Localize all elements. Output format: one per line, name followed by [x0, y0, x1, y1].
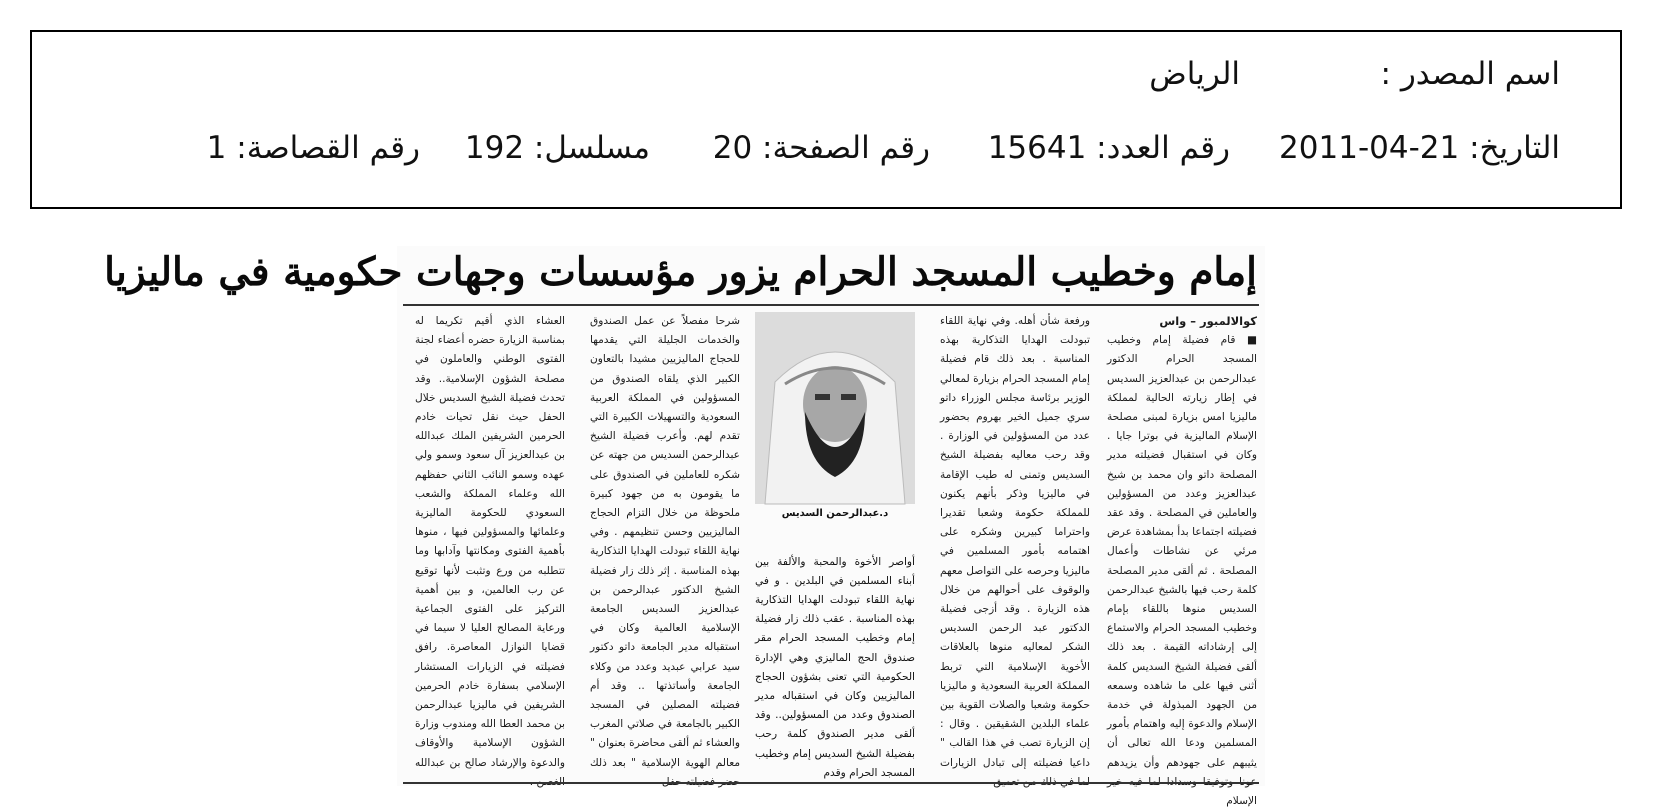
newspaper-article — [104, 246, 1265, 808]
author-photo — [755, 312, 915, 504]
article-column-4 — [590, 312, 740, 776]
photo-caption: د.عبدالرحمن السديس — [781, 508, 889, 519]
article-column-2 — [940, 312, 1090, 776]
article-column-5 — [415, 312, 565, 776]
article-column-3 — [755, 542, 915, 779]
column-text: العشاء الذي أقيم تكريما له بمناسبة الزيارة حضره أعضاء لجنة الفتوى الوطني والعاملون في مصلحة الشؤون الإسلامية.. وقد تحدث فضيلة الشيخ السديس خلال الحفل حيث نقل تحيات خادم الحرمين الشريفين الملك عبدالله بن عبدالعزيز آل سعود وسمو ولي عهده وسمو النائب الثاني حفظهم الله وعلماء المملكة والشعب السعودي للحكومة الماليزية وعلمائها والمسؤولين فيها ، منوها بأهمية الفتوى ومكانتها وآدابها وما تتطلبه من ورع وتثبت لأنها توقيع عن رب العالمين، و بين أهمية التركيز على الفتوى الجماعية ورعاية المصالح العليا لا سيما في قضايا النوازل المعاصرة. رافق فضيلته في الزيارات المستشار الإسلامي بسفارة خادم الحرمين الشريفين في ماليزيا عبدالرحمن بن محمد العطا الله ومندوب وزارة الشؤون الإسلامية والأوقاف والدعوة والإرشاد صالح بن عبدالله — [415, 315, 565, 769]
column-text: أواصر الأخوة والمحبة والألفة بين أبناء المسلمين في البلدين . و في نهاية اللقاء تبودلت الهدايا التذكارية بهذه المناسبة . عقب ذلك زار فضيلة إمام وخطيب المسجد الحرام مقر صندوق الحج الماليزي وهي الإدارة الحكومية التي تعنى بشؤون الحجاج الماليزيين وكان في استقباله مدير الصندوق وعدد من المسؤولين.. وقد ألقى مدير الصندوق كلمة رحب بفضيلة الشيخ السديس إمام وخطيب المسجد الحرام وقدم — [755, 555, 915, 779]
page-number-field: رقم الصفحة: 20 — [712, 130, 930, 166]
clipping-number-field: رقم القصاصة: 1 — [206, 130, 420, 166]
article-column-1 — [1107, 312, 1257, 808]
serial-field: مسلسل: 192 — [464, 130, 650, 166]
article-bottom-rule — [403, 782, 1259, 784]
source-value: الرياض — [1149, 56, 1240, 92]
source-label: اسم المصدر : — [1380, 56, 1560, 92]
column-text: شرحا مفصلاً عن عمل الصندوق والخدمات الجليلة التي يقدمها للحجاج الماليزيين مشيدا بالتعاون الكبير الذي يلقاه الصندوق من المسؤولين في المملكة العربية السعودية والتسهيلات الكبيرة التي تقدم لهم. وأعرب فضيلة الشيخ عبدالرحمن السديس من جهته عن شكره للعاملين في الصندوق على ما يقومون به من جهود كبيرة ملحوظة من خلال التزام الحجاج الماليزيين وحسن تنظيمهم . وفي نهاية اللقاء تبودلت الهدايا التذكارية بهذه المناسبة . إثر ذلك زار فضيلة الشيخ الدكتور عبدالرحمن بن عبدالعزيز السديس الجامعة الإسلامية العالمية وكان في استقباله مدير الجامعة داتو دكتور سيد عرابي عبديد وعدد من وكلاء الجامعة وأساتذتها .. وقد أم فضيلته المصلين في المسجد الكبير بالجامعة في صلاتي المغرب والعشاء ثم ألقى محاضرة بعنوان " معالم الهوية الإسلامية " بعد ذلك — [590, 315, 740, 769]
article-dateline: كوالالمبور – واس — [1159, 314, 1257, 328]
column-text: ■ قام فضيلة إمام وخطيب المسجد الحرام الدكتور عبدالرحمن بن عبدالعزيز السديس في إطار زيارته الحالية لمملكة ماليزيا امس بزيارة لمبنى مصلحة الإسلام الماليزية في بوترا جايا . وكان في استقبال فضيلته مدير المصلحة داتو وان محمد بن شيخ عبدالعزيز وعدد من المسؤولين والعاملين في المصلحة . وقد عقد فضيلته اجتماعا بدأ بمشاهدة عرض مرئي عن نشاطات وأعمال المصلحة . ثم ألقى مدير المصلحة كلمة رحب فيها بالشيخ عبدالرحمن السديس منوها باللقاء بإمام وخطيب المسجد الحرام والاستماع إلى إرشاداته القيمة . بعد ذلك ألقى فضيلة الشيخ السديس كلمة أثنى فيها على ما شاهده وسمعه من الجهود المبذولة في خدمة الإسلام والدعوة إليه واهتمام بأمور المسلمين ودعا الله تعالى أن يثيبهم على جهودهم وأن يزيدهم الإسلام — [1107, 334, 1257, 808]
article-headline: إمام وخطيب المسجد الحرام يزور مؤسسات وجهات حكومية في ماليزيا — [104, 249, 1257, 295]
date-field: التاريخ: 21-04-2011 — [1279, 130, 1560, 166]
portrait-image — [755, 312, 915, 504]
column-text: ورفعة شأن أهله. وفي نهاية اللقاء تبودلت الهدايا التذكارية بهذه المناسبة . بعد ذلك قام فضيلة إمام المسجد الحرام بزيارة لمعالي الوزير برئاسة مجلس الوزراء داتو سري جميل الخير بهروم بحضور عدد من المسؤولين في الوزارة . وقد رحب معاليه بفضيلة الشيخ السديس وتمنى له طيب الإقامة في ماليزيا وذكر بأنهم يكنون للمملكة حكومة وشعبا تقديرا واحتراما كبيرين وشكره على اهتمامه بأمور المسلمين في ماليزيا وحرصه على التواصل معهم والوقوف على أحوالهم من خلال هذه الزيارة . وقد أزجى فضيلة الدكتور عبد الرحمن السديس الشكر لمعاليه منوها بالعلاقات الأخوية الإسلامية التي تربط المملكة العربية السعودية و ماليزيا حكومة وشعبا والصلات القوية بين علماء البلدين الشقيقين . وقال : إن الزيارة تصب في هذا القالب " داعيا فضيلته إلى تبادل الزيارات — [940, 315, 1090, 769]
clipping-info-box — [30, 30, 1622, 209]
headline-divider — [403, 304, 1259, 306]
issue-number-field: رقم العدد: 15641 — [987, 130, 1230, 166]
